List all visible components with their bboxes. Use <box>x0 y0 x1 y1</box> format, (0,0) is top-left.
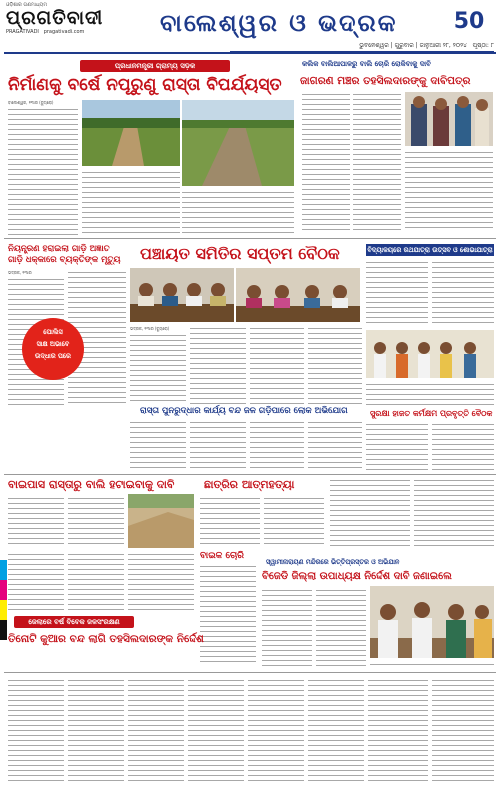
death-dateline: ଭଦ୍ରକ, ୧୩ାର <box>8 270 32 275</box>
bjd-photo <box>370 586 494 658</box>
bjd-body-col1 <box>262 588 312 668</box>
registration-magenta <box>0 580 7 600</box>
school-body-col1 <box>366 260 428 326</box>
website: pragativadi.com <box>43 29 85 35</box>
student-body-col2 <box>264 496 324 546</box>
road-photo-1 <box>82 100 180 166</box>
badge-line-3: ଉଦ୍ଧାର ପରେ <box>34 352 71 360</box>
death-headline: ନିୟନ୍ତ୍ରଣ ହରାଇଲା ଗାଡ଼ି ଅଜ୍ଞାତ ଗାଡ଼ି ଧକ୍କାରେ ବ୍ୟକ୍ତିଙ୍କ ମୃତ୍ୟୁ <box>8 244 121 265</box>
registration-cyan <box>0 560 7 580</box>
collector-kicker: ଜେଲାରେ ବର୍ଷ ବିବେକ ଜଳସଂରକ୍ଷଣ <box>14 616 134 628</box>
panchayat-body-col4 <box>308 326 362 405</box>
student-headline: ଛାତ୍ରିର ଆତ୍ମହତ୍ୟା <box>204 478 295 491</box>
petition-body-col2 <box>353 92 401 232</box>
tagline: ଓଡ଼ିଶାର ଗଣମାଧ୍ୟମ <box>6 2 48 8</box>
theft-headline: ବାଇକ ଚୋରି <box>200 551 244 561</box>
bottom-body-col3 <box>128 678 184 782</box>
bottom-body-col7 <box>368 678 428 782</box>
panchayat-photo-1-image <box>130 268 234 322</box>
bjd-headline: ବିଜେଡି ଜିଲ୍ଲା ଉପାଧ୍ୟକ୍ଷ ନିର୍ଦ୍ଦେଶ ଦାବି ଜଣାଇଲେ <box>262 571 452 582</box>
road-body-col1 <box>8 107 78 235</box>
bjd-kicker: ସ୍ୱାମୀନାରାୟଣ ମନ୍ଦିରରେ ଭିତ୍ତିପ୍ରସ୍ତର ଓ ଅଭିଯାନ <box>266 558 400 566</box>
panchayat-body-col3 <box>250 326 304 405</box>
divider-2 <box>4 474 496 475</box>
badge-line-2: ସାକ୍ଷ ଅଭାବେ <box>36 340 70 348</box>
bypass-photo <box>128 494 194 548</box>
dateline <box>230 42 494 52</box>
panchayat-dateline: ଭଦ୍ରକ, ୧୩ାର (ବ୍ୟୁରୋ) <box>130 326 170 331</box>
panchayat-body-col2 <box>190 326 246 405</box>
right-lower-body-col2 <box>414 478 494 546</box>
school-body-col3 <box>366 382 494 405</box>
petition-body-col1 <box>302 92 350 232</box>
meeting-headline: ସୁରକ୍ଷା ହାଜତ କର୍ମକ୍ଷମ ପ୍ରବୃତ୍ତି ବୈଠକ <box>370 409 493 418</box>
panchayat-photo-2 <box>236 268 360 322</box>
road-photo-2 <box>182 100 294 186</box>
panchayat-photo-2-image <box>236 268 360 322</box>
panchayat-photo-1 <box>130 268 234 322</box>
petition-body-col3 <box>405 150 493 232</box>
theft-body-col1 <box>200 564 256 664</box>
bypass-photo-image <box>128 494 194 548</box>
dateline-text: ଭୁବନେଶ୍ୱର | ଗୁରୁବାର | ଜାନୁଆରୀ ୨୮, ୨୦୨୪ <box>359 42 467 49</box>
meeting-body-col1 <box>366 422 428 472</box>
bottom-body-col2 <box>68 678 124 782</box>
bjd-photo-image <box>370 586 494 658</box>
drain-body-col3 <box>250 420 304 470</box>
logo-latin: PRAGATIVADI <box>6 29 39 35</box>
bottom-body-col4 <box>188 678 244 782</box>
panchayat-headline: ପଞ୍ଚାୟତ ସମିତିର ସପ୍ତମ ବୈଠକ <box>140 244 340 263</box>
student-body-col1 <box>200 496 260 546</box>
meeting-body-col2 <box>432 422 494 472</box>
petition-headline: ଜାଗରଣ ମଞ୍ଚର ତହସିଲଦାରଙ୍କୁ ଦାବିପତ୍ର <box>300 75 471 87</box>
bottom-body-col1 <box>8 678 64 782</box>
drain-headline: ରାସ୍ତା ପୁନରୁଦ୍ଧାର କାର୍ଯ୍ୟ ବନ୍ଦ ଜଳ ଗଡ଼ିପାରେ ଲୋକ ଅଭିଯୋଗ <box>140 406 348 416</box>
page-number: ପୃଷ୍ଠା: ୮ <box>472 42 494 49</box>
road-photo-1-image <box>82 100 180 166</box>
divider-1 <box>4 238 496 239</box>
bottom-body-col8 <box>432 678 494 782</box>
bypass-body-col4 <box>68 552 124 612</box>
masthead-rule <box>4 52 496 54</box>
school-photo-image <box>366 330 494 378</box>
road-headline: ନିର୍ମାଣକୁ ବର୍ଷେ ନପୂରୁଣୁ ରାସ୍ତା ବିପର୍ଯ୍ୟସ୍ତ <box>8 75 282 95</box>
school-headline: ବିଦ୍ୟାଳୟରେ ରଥଯାତ୍ରା ଉତ୍ସବ ଓ ଶୋଭାଯାତ୍ରା <box>367 246 493 254</box>
bjd-body-col3 <box>370 662 494 668</box>
petition-photo <box>405 92 493 146</box>
police-badge <box>22 318 84 380</box>
road-body-col2 <box>82 170 180 235</box>
registration-black <box>0 620 7 640</box>
collector-headline: ତିନୋଟି କୁଆର ବନ୍ଦ ଲାଗି ତହସିଲଦାରଙ୍କ ନିର୍ଦ୍ଦେଶ <box>8 633 204 645</box>
petition-kicker: କଲିକ ବାଲିଆପାଳରୁ ବାଲି ଚୋରି ରୋକିବାକୁ ଦାବି <box>302 60 431 68</box>
drain-body-col2 <box>190 420 246 470</box>
road-body-col3 <box>182 190 294 235</box>
road-dateline: ବାଲେଶ୍ୱର, ୧୩ାର (ବ୍ୟୁରୋ) <box>8 100 54 105</box>
school-body-col2 <box>432 260 494 326</box>
bypass-body-col2 <box>68 496 124 546</box>
bypass-body-col5 <box>128 552 194 612</box>
anniversary-logo: 50 <box>453 9 485 34</box>
drain-body-col4 <box>308 420 362 470</box>
masthead-latin <box>6 29 156 35</box>
edition-title: ବାଲେଶ୍ୱର ଓ ଭଦ୍ରକ <box>160 9 398 37</box>
drain-body-col1 <box>130 420 186 470</box>
bottom-body-col5 <box>248 678 304 782</box>
panchayat-body-col1 <box>130 333 186 405</box>
bypass-headline: ବାଇପାସ ରାସ୍ତାରୁ ବାଲି ହଟାଇବାକୁ ଦାବି <box>8 478 175 491</box>
road-photo-2-image <box>182 100 294 186</box>
masthead-logo: ପ୍ରଗତିବାଦୀ <box>6 7 104 29</box>
right-lower-body-col1 <box>330 478 410 546</box>
school-photo <box>366 330 494 378</box>
bypass-body-col1 <box>8 496 64 546</box>
badge-line-1: ପୋଲିସ <box>43 328 63 336</box>
petition-photo-image <box>405 92 493 146</box>
bypass-body-col3 <box>8 552 64 612</box>
road-kicker: ପ୍ରଧାନମନ୍ତ୍ରୀ ଗ୍ରାମ୍ୟ ସଡ଼କ <box>80 60 230 72</box>
bjd-body-col2 <box>316 588 366 668</box>
registration-yellow <box>0 600 7 620</box>
bottom-body-col6 <box>308 678 364 782</box>
divider-3 <box>4 672 496 673</box>
